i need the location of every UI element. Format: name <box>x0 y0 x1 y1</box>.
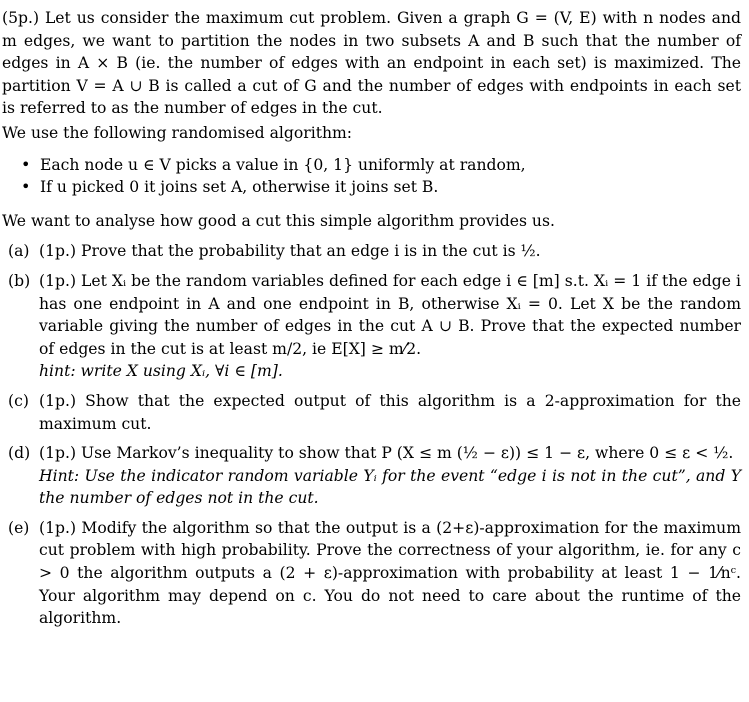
subquestion-text: (1p.) Let Xᵢ be the random variables defined for each edge i ∈ [m] s.t. Xᵢ = 1 if the edge i has one endpoint in A and one endpoint in B, otherwise Xᵢ = 0. Let X be the random variable giving the number of edges in the cut A ∪ B. Prove that the expected number of edges in the cut is at least m/2, ie E[X] ≥ m⁄2. <box>39 271 741 358</box>
subquestion-hint: hint: write X using Xᵢ, ∀i ∈ [m]. <box>39 362 283 381</box>
subquestion-label: (a) <box>8 242 30 261</box>
subquestion-text: (1p.) Show that the expected output of this algorithm is a 2-approximation for the maximum cut. <box>39 391 741 433</box>
subquestion-list <box>2 240 741 630</box>
subquestion-a <box>2 240 741 263</box>
subquestion-label: (b) <box>8 271 31 290</box>
subquestion-b <box>2 270 741 383</box>
subquestion-c <box>2 390 741 435</box>
subquestion-text: (1p.) Modify the algorithm so that the output is a (2+ε)-approximation for the maximum cut problem with high probability. Prove the correctness of your algorithm, ie. for any c > 0 the algorithm outputs a (2 + ε)-approximation with probability at least 1 − 1⁄nᶜ. Your algorithm may depend on c. You do not need to care about the runtime of the algorithm. <box>39 518 741 628</box>
subquestion-label: (e) <box>8 518 30 537</box>
subquestion-label: (d) <box>8 444 31 463</box>
algorithm-step: • If u picked 0 it joins set A, otherwise it joins set B. <box>2 176 741 199</box>
subquestion-text: (1p.) Prove that the probability that an edge i is in the cut is ½. <box>39 242 541 261</box>
subquestion-e <box>2 517 741 630</box>
algorithm-steps <box>2 154 741 199</box>
problem-intro: (5p.) Let us consider the maximum cut problem. Given a graph G = (V, E) with n nodes and m edges, we want to partition the nodes in two subsets A and B such that the number of edges in A × B (ie. the number of edges with an endpoint in each set) is maximized. The partition V = A ∪ B is called a cut of G and the number of edges with endpoints in each set is referred to as the number of edges in the cut. <box>2 9 741 118</box>
subquestion-hint: Hint: Use the indicator random variable Yᵢ for the event “edge i is not in the cut”, and Y the number of edges not in the cut. <box>39 466 741 508</box>
subquestion-label: (c) <box>8 391 29 410</box>
algorithm-lead: We use the following randomised algorithm: <box>2 123 353 142</box>
subquestion-d <box>2 442 741 510</box>
subquestion-text: (1p.) Use Markov’s inequality to show that P (X ≤ m (½ − ε)) ≤ 1 − ε, where 0 ≤ ε < ½. <box>39 444 734 463</box>
analysis-lead: We want to analyse how good a cut this simple algorithm provides us. <box>2 211 555 230</box>
algorithm-step: • Each node u ∈ V picks a value in {0, 1} uniformly at random, <box>2 154 741 177</box>
